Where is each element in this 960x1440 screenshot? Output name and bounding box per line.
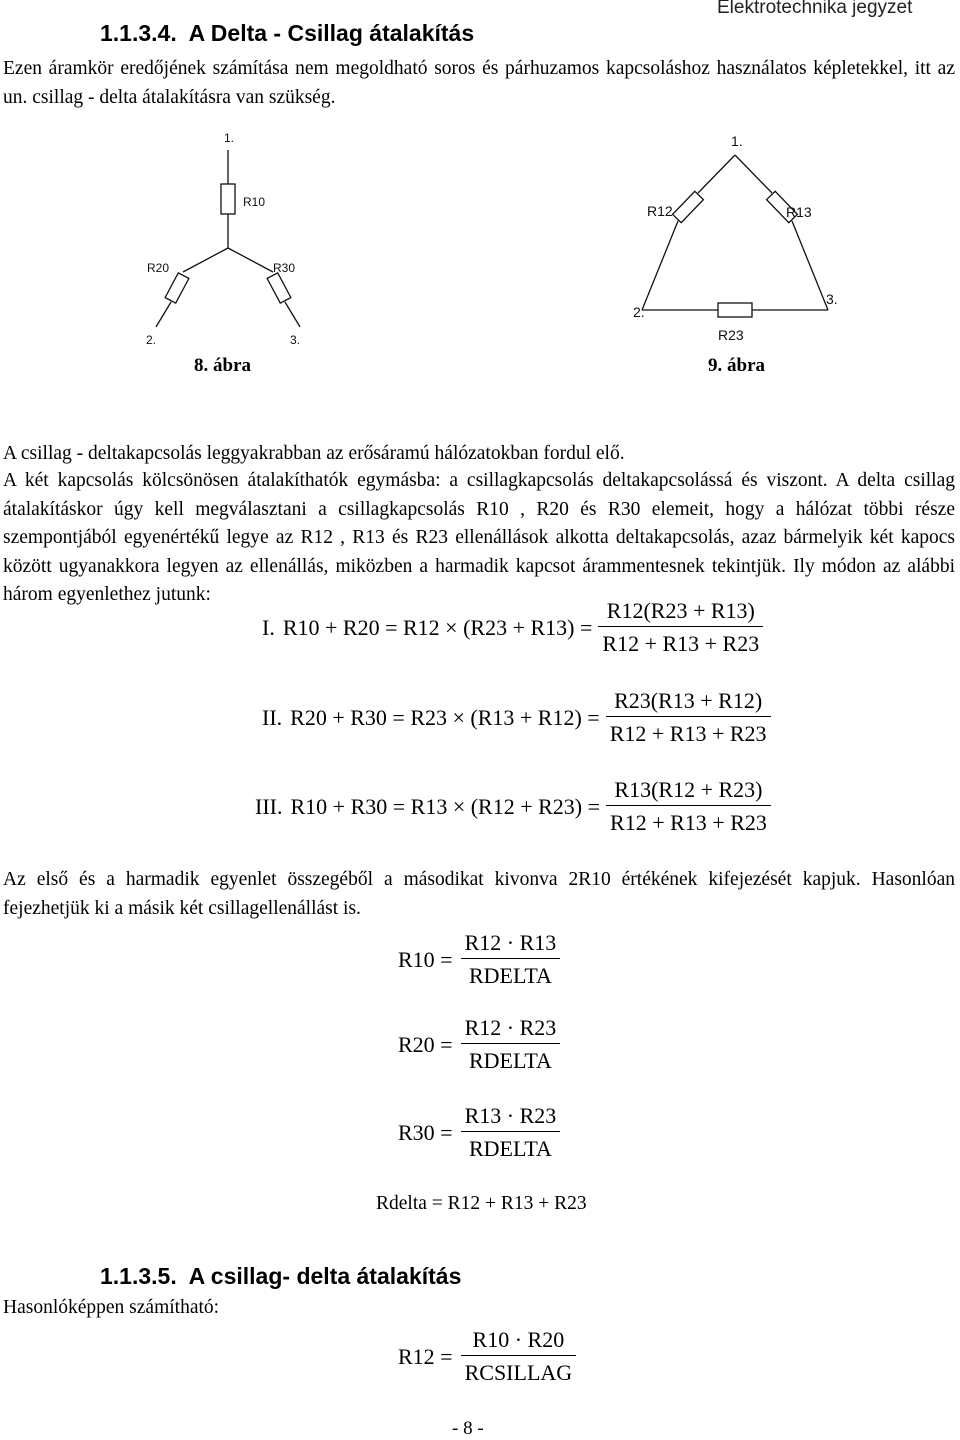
star-wire-left-bottom [156, 302, 171, 327]
delta-label-r13: R13 [786, 204, 812, 220]
star-node-2: 2. [146, 333, 157, 347]
section-intro-1: Ezen áramkör eredőjének számítása nem megoldható soros és párhuzamos kapcsoláshoz használatos képletekkel, itt az un. csillag - delta átalakításra van szükség. [3, 58, 955, 108]
resistor-r10 [221, 184, 235, 214]
equation-rdelta: Rdelta = R12 + R13 + R23 [376, 1193, 587, 1214]
equation-1-lhs: R10 + R20 = R12 × (R23 + R13) = [282, 614, 593, 640]
equation-r20-lhs: R20 = [398, 1031, 453, 1057]
delta-node-3: 3. [826, 291, 838, 307]
equation-r20 [398, 1015, 562, 1074]
equation-r30-numerator: R13 · R23 [461, 1103, 561, 1132]
page-number: - 8 - [452, 1418, 484, 1439]
resistor-r12 [673, 191, 704, 222]
equation-r10-denominator: RDELTA [468, 963, 552, 988]
equation-2-numerator: R23(R13 + R12) [606, 688, 771, 717]
equation-2 [262, 688, 773, 747]
star-node-1: 1. [224, 131, 235, 145]
figure-caption-8: 8. ábra [194, 355, 251, 376]
equation-r20-denominator: RDELTA [468, 1048, 552, 1073]
paragraph-usage: A csillag - deltakapcsolás leggyakrabban az erősáramú hálózatokban fordul elő. [3, 443, 625, 464]
star-label-r20: R20 [147, 261, 170, 275]
equation-3-lhs: R10 + R30 = R13 × (R12 + R23) = [290, 793, 601, 819]
resistor-r23 [718, 303, 752, 317]
equation-r12-lhs: R12 = [398, 1343, 453, 1369]
equation-1 [262, 598, 765, 657]
star-wire-right-top [228, 248, 273, 272]
equation-r20-numerator: R12 · R23 [461, 1015, 561, 1044]
equation-r30 [398, 1103, 562, 1162]
resistor-r30 [267, 273, 291, 303]
figure-caption-9: 9. ábra [708, 355, 765, 376]
equation-r30-denominator: RDELTA [468, 1136, 552, 1161]
equation-3-numerator: R13(R12 + R23) [606, 777, 771, 806]
equation-3-denominator: R12 + R13 + R23 [610, 810, 767, 835]
star-circuit-figure [130, 120, 320, 355]
delta-label-r12: R12 [647, 203, 673, 219]
paragraph-derivation: Az első és a harmadik egyenlet összegéből a másodikat kivonva 2R10 értékének kifejezését kapjuk. Hasonlóan fejezhetjük ki a másik két csillagellenállást is. [3, 869, 955, 919]
equation-r12-numerator: R10 · R20 [461, 1327, 577, 1356]
equation-3 [255, 777, 773, 836]
delta-node-2: 2. [633, 304, 645, 320]
equation-1-numerator: R12(R23 + R13) [598, 598, 763, 627]
equation-1-label: I. [262, 614, 275, 640]
star-wire-left-top [183, 248, 228, 272]
equation-r30-lhs: R30 = [398, 1119, 453, 1145]
delta-label-r23: R23 [718, 327, 744, 343]
equation-2-lhs: R20 + R30 = R23 × (R13 + R12) = [290, 704, 600, 730]
equation-2-label: II. [262, 704, 283, 730]
section-intro-2: Hasonlóképpen számítható: [3, 1297, 220, 1318]
star-label-r30: R30 [273, 261, 296, 275]
equation-3-label: III. [255, 793, 283, 819]
section-heading-1: 1.1.3.4. A Delta - Csillag átalakítás [100, 20, 475, 46]
star-label-r10: R10 [243, 195, 266, 209]
star-wire-right-bottom [285, 302, 300, 327]
delta-circuit-figure [630, 125, 855, 350]
equation-r12-denominator: RCSILLAG [464, 1360, 573, 1385]
equation-r10-numerator: R12 · R13 [461, 930, 561, 959]
delta-node-1: 1. [731, 133, 743, 149]
equation-r10 [398, 930, 562, 989]
section-heading-2: 1.1.3.5. A csillag- delta átalakítás [100, 1263, 462, 1289]
equation-2-denominator: R12 + R13 + R23 [609, 721, 767, 746]
equation-1-denominator: R12 + R13 + R23 [602, 631, 760, 656]
document-title: Elektrotechnika jegyzet [717, 0, 913, 18]
resistor-r20 [165, 273, 189, 303]
star-node-3: 3. [290, 333, 301, 347]
equation-r12 [398, 1327, 578, 1386]
paragraph-transformation: A két kapcsolás kölcsönösen átalakíthatók egymásba: a csillagkapcsolás deltakapcsolássá és viszont. A delta csillag átalakításkor úgy kell megválasztani a csillagkapcsolás R10 , R20 és R30 elemeit, hogy a hálózat többi része szempontjából egyenértékű legye az R12 , R13 és R23 ellenállások alkotta deltakapcsolás, azaz bármelyik két kapocs között ugyanakkora legyen az ellenállás, miközben a harmadik kapcsot árammentesnek tekintjük. Ily módon az alábbi három egyenlethez jutunk: [3, 470, 955, 605]
equation-r10-lhs: R10 = [398, 946, 453, 972]
